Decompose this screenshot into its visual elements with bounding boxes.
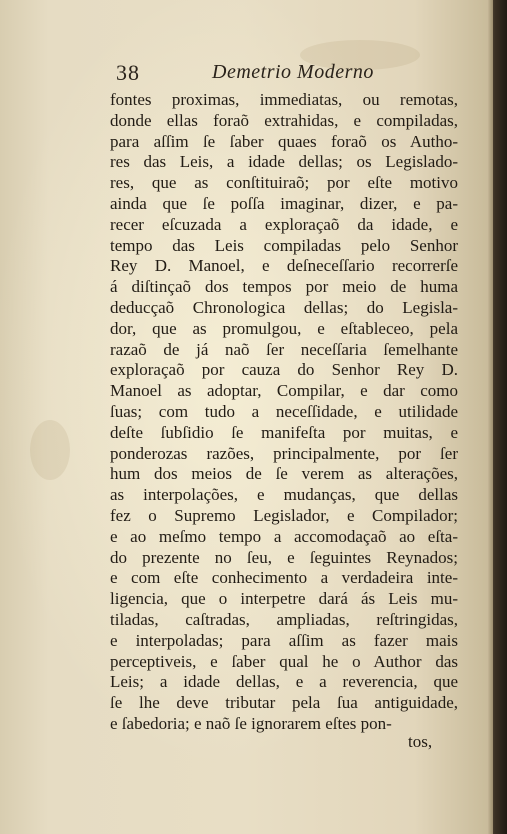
- text-line: perceptiveis, e ſaber qual he o Author das: [110, 651, 458, 671]
- text-line: tempo das Leis compiladas pelo Senhor: [110, 235, 458, 255]
- page-header: [0, 60, 487, 92]
- text-line: ponderozas razões, principalmente, por ſer: [110, 443, 458, 463]
- text-line: Rey D. Manoel, e deſneceſſario recorrerſe: [110, 256, 458, 276]
- body-text: [110, 90, 458, 735]
- catchword: tos,: [408, 732, 433, 751]
- text-line: ſe lhe deve tributar pela ſua antiguidade,: [110, 693, 458, 713]
- text-line: dor, que as promulgou, e eſtableceo, pela: [110, 318, 458, 338]
- text-line: do prezente no ſeu, e ſeguintes Reynados;: [110, 547, 458, 567]
- text-line: exploraçaõ por cauza do Senhor Rey D.: [110, 360, 458, 380]
- running-title: Demetrio Moderno: [212, 61, 374, 83]
- text-line: donde ellas foraõ extrahidas, e compiladas,: [110, 110, 458, 130]
- text-line: recer eſcuzada a exploraçaõ da idade, e: [110, 214, 458, 234]
- text-line: e com eſte conhecimento a verdadeira inte-: [110, 568, 458, 588]
- text-line: as interpolações, e mudanças, que dellas: [110, 485, 458, 505]
- text-line: res, que as conſtituiraõ; por eſte motivo: [110, 173, 458, 193]
- text-line: res das Leis, a idade dellas; os Legislado-: [110, 152, 458, 172]
- text-line: Leis; a idade dellas, e a reverencia, que: [110, 672, 458, 692]
- text-line: Manoel as adoptar, Compilar, e dar como: [110, 381, 458, 401]
- text-line: ligencia, que o interpetre dará ás Leis mu-: [110, 589, 458, 609]
- paper-stain: [30, 420, 70, 480]
- text-line: hum dos meios de ſe verem as alterações,: [110, 464, 458, 484]
- text-line: fontes proximas, immediatas, ou remotas,: [110, 90, 458, 109]
- text-line: deducçaõ Chronologica dellas; do Legisla-: [110, 297, 458, 317]
- text-line: ainda que ſe poſſa imaginar, dizer, e pa-: [110, 193, 458, 213]
- book-spine-edge: [487, 0, 507, 834]
- text-line: ſuas; com tudo a neceſſidade, e utilidade: [110, 401, 458, 421]
- text-line: e interpoladas; para aſſim as fazer mais: [110, 630, 458, 650]
- page-number: 38: [116, 60, 140, 85]
- text-line: fez o Supremo Legislador, e Compilador;: [110, 505, 458, 525]
- text-line: á diſtinçaõ dos tempos por meio de huma: [110, 277, 458, 297]
- text-line: para aſſim ſe ſaber quaes foraõ os Autho-: [110, 131, 458, 151]
- text-line: tiladas, caſtradas, ampliadas, reſtringidas,: [110, 609, 458, 629]
- text-line: e ſabedoria; e naõ ſe ignorarem eſtes pon-: [110, 713, 392, 733]
- text-line: deſte ſubſidio ſe manifeſta por muitas, e: [110, 422, 458, 442]
- next-page-edge: [487, 0, 493, 834]
- text-line: e ao meſmo tempo a accomodaçaõ ao eſta-: [110, 526, 458, 546]
- text-line: razaõ de já naõ ſer neceſſaria ſemelhante: [110, 339, 458, 359]
